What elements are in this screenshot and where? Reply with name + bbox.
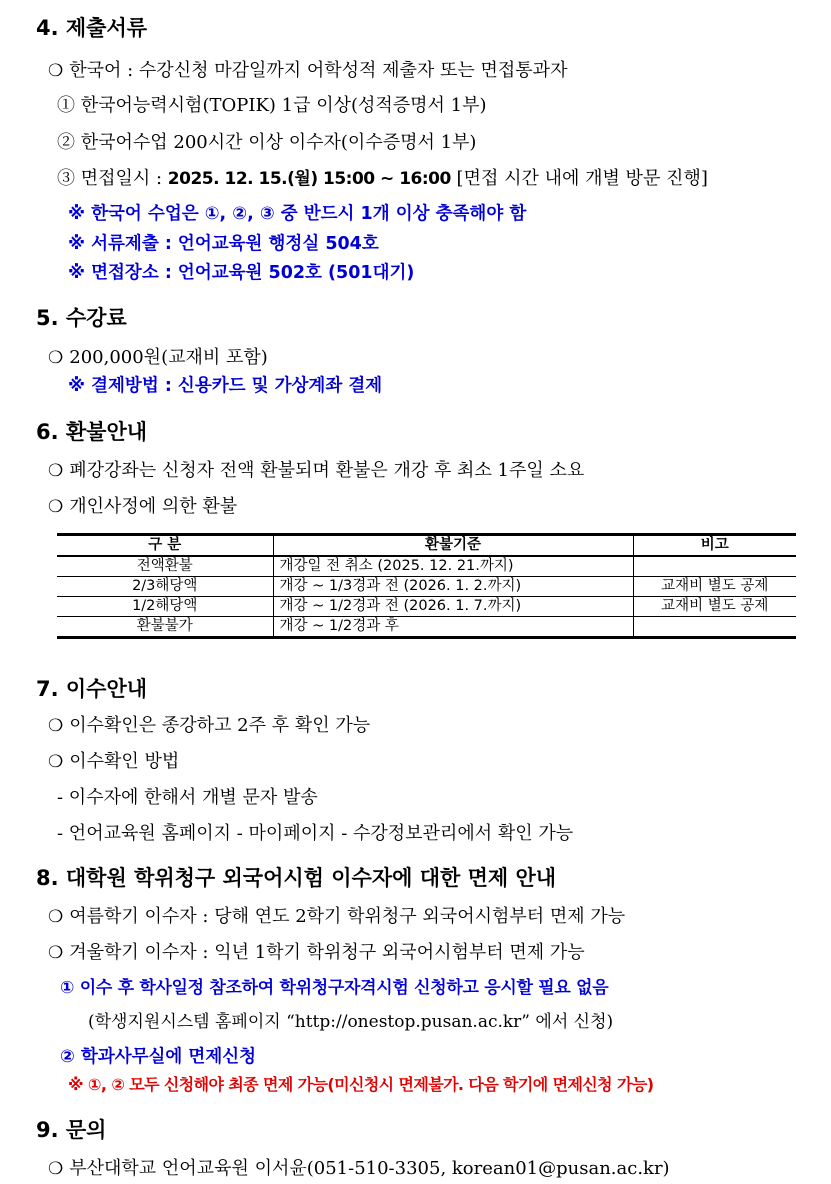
circle-bullet-icon: ❍: [48, 716, 64, 736]
table-cell: 전액환불: [57, 556, 273, 577]
circle-bullet-icon: ❍: [48, 752, 64, 772]
table-row: [57, 617, 796, 638]
table-cell: 개강일 전 취소 (2025. 12. 21.까지): [273, 556, 633, 577]
table-cell: [633, 617, 796, 638]
table-cell: 개강 ~ 1/2경과 전 (2026. 1. 7.까지): [273, 597, 633, 617]
table-header-row: [57, 535, 796, 557]
table-cell: 1/2해당액: [57, 597, 273, 617]
s5-bullet: ❍ 200,000원(교재비 포함): [48, 347, 268, 368]
section-6-title: 6. 환불안내: [36, 420, 148, 444]
s7-dash1: - 이수자에 한해서 개별 문자 발송: [57, 787, 318, 808]
section-7-title: 7. 이수안내: [36, 677, 148, 701]
s4-note3: ※ 면접장소 : 언어교육원 502호 (501대기): [68, 263, 415, 283]
circle-bullet-icon: ❍: [48, 497, 64, 517]
s5-note: ※ 결제방법 : 신용카드 및 가상계좌 결제: [68, 376, 383, 396]
table-cell: [633, 556, 796, 577]
table-cell: 개강 ~ 1/3경과 전 (2026. 1. 2.까지): [273, 577, 633, 597]
section-9-title: 9. 문의: [36, 1118, 107, 1142]
s9-contact: ❍ 부산대학교 언어교육원 이서윤(051-510-3305, korean01@pusan.ac.kr): [48, 1158, 670, 1179]
s4-bullet: ❍ 한국어 : 수강신청 마감일까지 어학성적 제출자 또는 면접통과자: [48, 60, 568, 81]
table-cell: 교재비 별도 공제: [633, 577, 796, 597]
section-5-title: 5. 수강료: [36, 306, 127, 330]
s6-bullet2: ❍ 개인사정에 의한 환불: [48, 496, 238, 517]
refund-table: [57, 533, 796, 639]
s8-warning: ※ ①, ② 모두 신청해야 최종 면제 가능(미신청시 면제불가. 다음 학기에 면제신청 가능): [68, 1075, 654, 1094]
table-header: 구 분: [57, 535, 273, 557]
table-row: [57, 577, 796, 597]
s8-bullet2: ❍ 겨울학기 이수자 : 익년 1학기 학위청구 외국어시험부터 면제 가능: [48, 942, 585, 963]
s8-step1: ① 이수 후 학사일정 참조하여 학위청구자격시험 신청하고 응시할 필요 없음: [60, 978, 609, 998]
s4-note2: ※ 서류제출 : 언어교육원 행정실 504호: [68, 234, 379, 254]
s8-bullet1: ❍ 여름학기 이수자 : 당해 연도 2학기 학위청구 외국어시험부터 면제 가능: [48, 906, 626, 927]
s6-bullet1: ❍ 폐강강좌는 신청자 전액 환불되며 환불은 개강 후 최소 1주일 소요: [48, 460, 585, 481]
section-8-title: 8. 대학원 학위청구 외국어시험 이수자에 대한 면제 안내: [36, 866, 557, 890]
s8-step2: ② 학과사무실에 면제신청: [60, 1047, 257, 1067]
circle-bullet-icon: ❍: [48, 348, 64, 368]
s4-item1: ① 한국어능력시험(TOPIK) 1급 이상(성적증명서 1부): [57, 95, 487, 116]
circle-bullet-icon: ❍: [48, 907, 64, 927]
s4-item3: ③ 면접일시 : 2025. 12. 15.(월) 15:00 ~ 16:00 [면접 시간 내에 개별 방문 진행]: [57, 168, 708, 189]
table-cell: 개강 ~ 1/2경과 후: [273, 617, 633, 638]
table-cell: 환불불가: [57, 617, 273, 638]
section-4-title: 4. 제출서류: [36, 16, 148, 40]
interview-datetime: 2025. 12. 15.(월) 15:00 ~ 16:00: [167, 169, 451, 189]
table-cell: 2/3해당액: [57, 577, 273, 597]
s7-bullet2: ❍ 이수확인 방법: [48, 751, 180, 772]
circle-bullet-icon: ❍: [48, 1159, 64, 1179]
s4-note1: ※ 한국어 수업은 ①, ②, ③ 중 반드시 1개 이상 충족해야 함: [68, 204, 527, 224]
table-cell: 교재비 별도 공제: [633, 597, 796, 617]
circle-bullet-icon: ❍: [48, 61, 64, 81]
s8-step1-sub: (학생지원시스템 홈페이지 “http://onestop.pusan.ac.kr” 에서 신청): [88, 1012, 614, 1032]
s4-item2: ② 한국어수업 200시간 이상 이수자(이수증명서 1부): [57, 132, 477, 153]
circle-bullet-icon: ❍: [48, 943, 64, 963]
s7-dash2: - 언어교육원 홈페이지 - 마이페이지 - 수강정보관리에서 확인 가능: [57, 823, 574, 844]
table-row: [57, 597, 796, 617]
table-header: 비고: [633, 535, 796, 557]
table-header: 환불기준: [273, 535, 633, 557]
s7-bullet1: ❍ 이수확인은 종강하고 2주 후 확인 가능: [48, 715, 371, 736]
circle-bullet-icon: ❍: [48, 461, 64, 481]
table-row: [57, 556, 796, 577]
